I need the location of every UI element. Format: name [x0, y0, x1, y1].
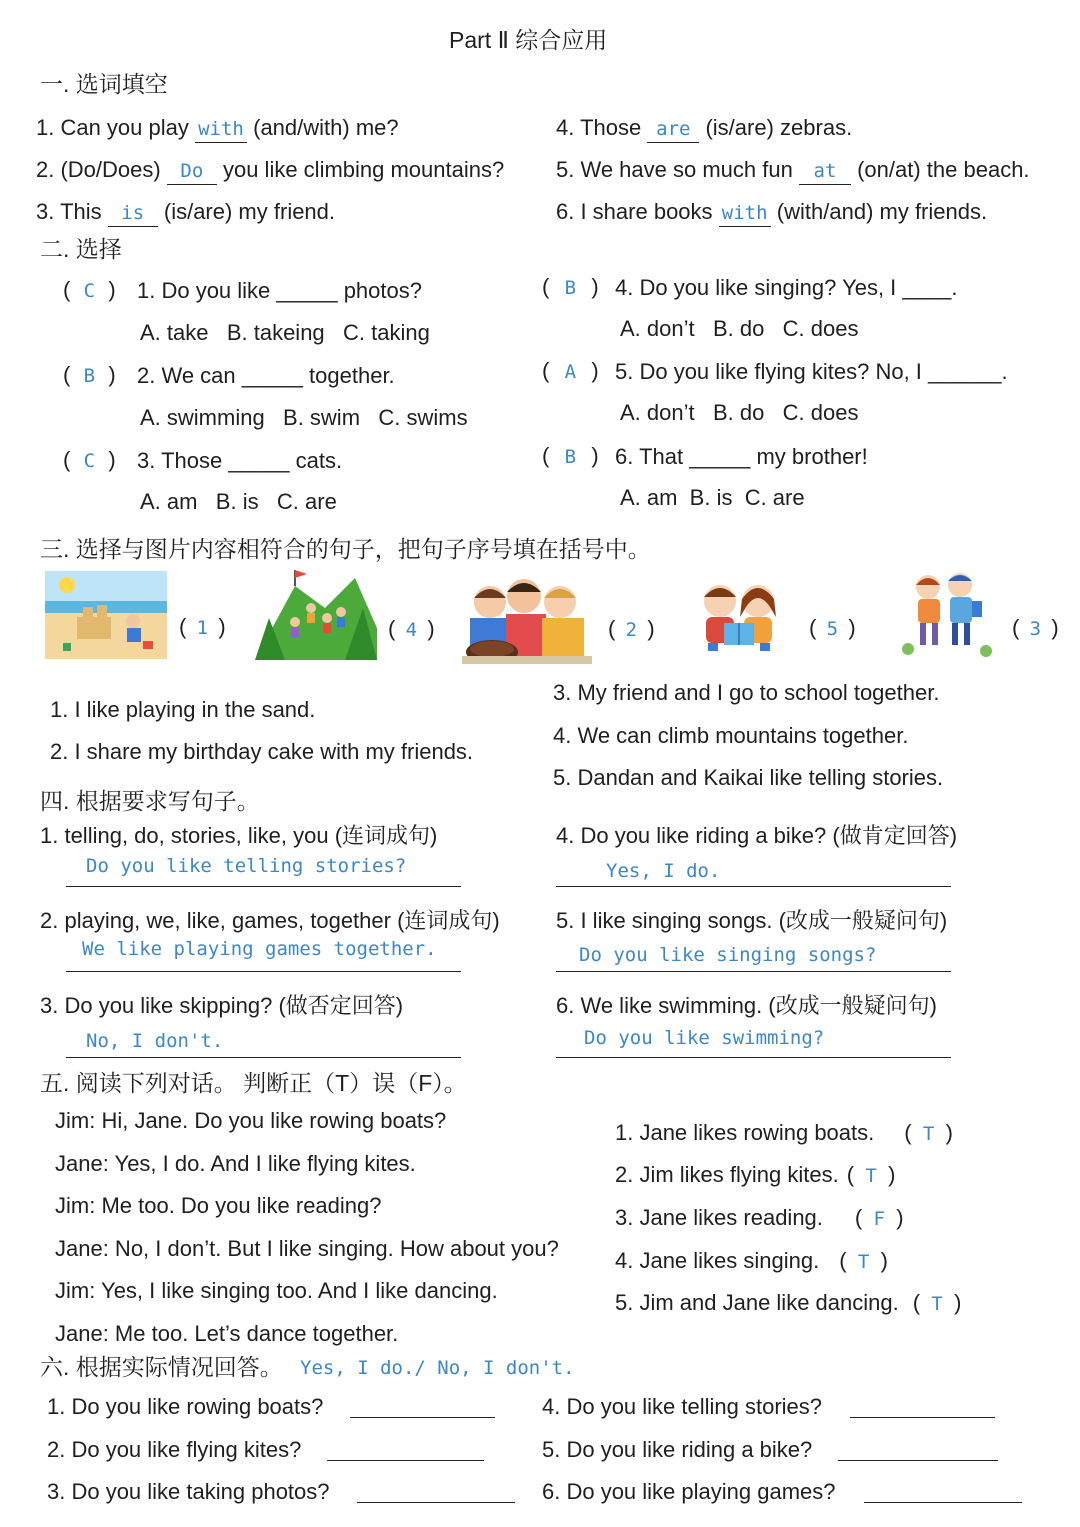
- section-4-heading: 四. 根据要求写句子。: [40, 788, 260, 814]
- s4-q6-line: [556, 1057, 951, 1058]
- judge-2-answer: T: [865, 1165, 877, 1187]
- dialog-line-2: Jane: Yes, I do. And I like flying kites.: [55, 1151, 416, 1176]
- s4-q5-answer: Do you like singing songs?: [579, 944, 877, 966]
- s6-q3-line: [357, 1502, 515, 1503]
- s2-q3-answer: C: [83, 450, 96, 472]
- pic3-paren: ( 2 ): [608, 616, 655, 641]
- s2-q2-answer: B: [83, 365, 96, 387]
- s2-q3-options: A. am B. is C. are: [140, 489, 337, 514]
- s2-q5-answer: A: [564, 361, 577, 383]
- s1-q3: 3. This is (is/are) my friend.: [36, 199, 335, 227]
- s2-q6-paren: ( B ): [542, 443, 599, 468]
- s6-q6: 6. Do you like playing games?: [542, 1479, 836, 1504]
- s1-q4-answer: are: [647, 116, 699, 143]
- s4-q4-prompt: 4. Do you like riding a bike? (做肯定回答): [556, 823, 958, 848]
- s4-q2-line: [66, 971, 461, 972]
- pic1-answer: 1: [196, 617, 209, 639]
- s2-q5-stem: 5. Do you like flying kites? No, I ______.: [615, 359, 1008, 384]
- s2-q1-paren: ( C ): [63, 277, 116, 302]
- s4-q3-line: [66, 1057, 461, 1058]
- s6-q3: 3. Do you like taking photos?: [47, 1479, 330, 1504]
- judge-4: 4. Jane likes singing. ( T ): [615, 1248, 888, 1273]
- s2-q3-paren: ( C ): [63, 447, 116, 472]
- s2-q3-stem: 3. Those _____ cats.: [137, 448, 343, 473]
- s4-q2-answer: We like playing games together.: [82, 938, 437, 960]
- s3-sentence-5: 5. Dandan and Kaikai like telling stories.: [553, 765, 944, 790]
- pic4-paren: ( 5 ): [809, 615, 856, 640]
- judge-3: 3. Jane likes reading. ( F ): [615, 1205, 904, 1230]
- dialog-line-4: Jane: No, I don’t. But I like singing. How about you?: [55, 1236, 559, 1261]
- section-6-hint: Yes, I do./ No, I don't.: [300, 1357, 575, 1379]
- s4-q5-prompt: 5. I like singing songs. (改成一般疑问句): [556, 908, 948, 933]
- section-1-heading: 一. 选词填空: [40, 71, 168, 97]
- judge-5: 5. Jim and Jane like dancing. ( T ): [615, 1290, 962, 1315]
- s2-q1-stem: 1. Do you like _____ photos?: [137, 278, 422, 303]
- s3-sentence-1: 1. I like playing in the sand.: [50, 697, 316, 722]
- pic3-answer: 2: [625, 619, 638, 641]
- s4-q4-line: [556, 886, 951, 887]
- s2-q4-paren: ( B ): [542, 274, 599, 299]
- dialog-line-6: Jane: Me too. Let’s dance together.: [55, 1321, 399, 1346]
- pic2-paren: ( 4 ): [388, 616, 435, 641]
- s2-q6-stem: 6. That _____ my brother!: [615, 444, 868, 469]
- s2-q4-stem: 4. Do you like singing? Yes, I ____.: [615, 275, 958, 300]
- s4-q6-prompt: 6. We like swimming. (改成一般疑问句): [556, 993, 937, 1018]
- s4-q4-answer: Yes, I do.: [606, 860, 721, 882]
- s1-q2: 2. (Do/Does) Do you like climbing mountains?: [36, 157, 504, 185]
- s6-q5-line: [838, 1460, 998, 1461]
- s3-sentence-4: 4. We can climb mountains together.: [553, 723, 909, 748]
- judge-1-answer: T: [922, 1123, 935, 1145]
- judge-4-answer: T: [857, 1251, 870, 1273]
- mountain-climbing-picture: [255, 568, 377, 660]
- s1-q5-answer: at: [799, 158, 851, 185]
- judge-1: 1. Jane likes rowing boats. ( T ): [615, 1120, 953, 1145]
- birthday-cake-picture: [462, 574, 592, 664]
- judge-2: 2. Jim likes flying kites. ( T ): [615, 1162, 896, 1187]
- s6-q1-line: [350, 1417, 495, 1418]
- s3-sentence-3: 3. My friend and I go to school together.: [553, 680, 940, 705]
- pic5-paren: ( 3 ): [1012, 615, 1059, 640]
- pic2-answer: 4: [405, 619, 418, 641]
- s2-q4-answer: B: [564, 277, 577, 299]
- s2-q2-paren: ( B ): [63, 362, 116, 387]
- dialog-line-5: Jim: Yes, I like singing too. And I like dancing.: [55, 1278, 498, 1303]
- s6-q1: 1. Do you like rowing boats?: [47, 1394, 324, 1419]
- judge-5-answer: T: [931, 1293, 943, 1315]
- pic4-answer: 5: [826, 618, 839, 640]
- s4-q6-answer: Do you like swimming?: [584, 1027, 825, 1049]
- s6-q6-line: [864, 1502, 1022, 1503]
- going-to-school-picture: [898, 569, 996, 661]
- s6-q4: 4. Do you like telling stories?: [542, 1394, 823, 1419]
- s1-q1-answer: with: [195, 116, 247, 143]
- s4-q3-prompt: 3. Do you like skipping? (做否定回答): [40, 993, 404, 1018]
- s6-q5: 5. Do you like riding a bike?: [542, 1437, 813, 1462]
- pic1-paren: ( 1 ): [179, 614, 226, 639]
- dialog-line-3: Jim: Me too. Do you like reading?: [55, 1193, 382, 1218]
- s6-q2-line: [327, 1460, 484, 1461]
- section-2-heading: 二. 选择: [40, 236, 122, 262]
- s1-q4: 4. Those are (is/are) zebras.: [556, 115, 852, 143]
- s6-q4-line: [850, 1417, 995, 1418]
- page-title: Part Ⅱ 综合应用: [449, 27, 608, 53]
- s2-q4-options: A. don’t B. do C. does: [620, 316, 859, 341]
- section-6-heading: 六. 根据实际情况回答。: [40, 1354, 283, 1380]
- s2-q1-answer: C: [83, 280, 96, 302]
- s1-q1: 1. Can you play with (and/with) me?: [36, 115, 399, 143]
- section-5-heading: 五. 阅读下列对话。 判断正（T）误（F）。: [40, 1070, 467, 1096]
- s4-q1-prompt: 1. telling, do, stories, like, you (连词成句): [40, 823, 438, 848]
- s1-q6: 6. I share books with (with/and) my friends.: [556, 199, 987, 227]
- s1-q5: 5. We have so much fun at (on/at) the beach.: [556, 157, 1030, 185]
- dialog-line-1: Jim: Hi, Jane. Do you like rowing boats?: [55, 1108, 447, 1133]
- judge-3-answer: F: [873, 1208, 885, 1230]
- s3-sentence-2: 2. I share my birthday cake with my friends.: [50, 739, 474, 764]
- s1-q2-answer: Do: [167, 158, 217, 185]
- s4-q1-line: [66, 886, 461, 887]
- s2-q2-stem: 2. We can _____ together.: [137, 363, 395, 388]
- section-3-heading: 三. 选择与图片内容相符合的句子，把句子序号填在括号中。: [40, 536, 651, 562]
- s2-q6-options: A. am B. is C. are: [620, 485, 805, 510]
- s1-q6-answer: with: [719, 200, 771, 227]
- beach-sandcastle-picture: [45, 571, 167, 659]
- s2-q5-options: A. don’t B. do C. does: [620, 400, 859, 425]
- s2-q2-options: A. swimming B. swim C. swims: [140, 405, 468, 430]
- s2-q5-paren: ( A ): [542, 358, 599, 383]
- s1-q3-answer: is: [108, 200, 158, 227]
- s4-q1-answer: Do you like telling stories?: [86, 855, 407, 877]
- s6-q2: 2. Do you like flying kites?: [47, 1437, 302, 1462]
- s2-q6-answer: B: [564, 446, 577, 468]
- s4-q3-answer: No, I don't.: [86, 1030, 224, 1052]
- s2-q1-options: A. take B. takeing C. taking: [140, 320, 430, 345]
- s4-q5-line: [556, 971, 951, 972]
- pic5-answer: 3: [1029, 618, 1042, 640]
- s4-q2-prompt: 2. playing, we, like, games, together (连词成句): [40, 908, 500, 933]
- telling-stories-picture: [694, 577, 786, 657]
